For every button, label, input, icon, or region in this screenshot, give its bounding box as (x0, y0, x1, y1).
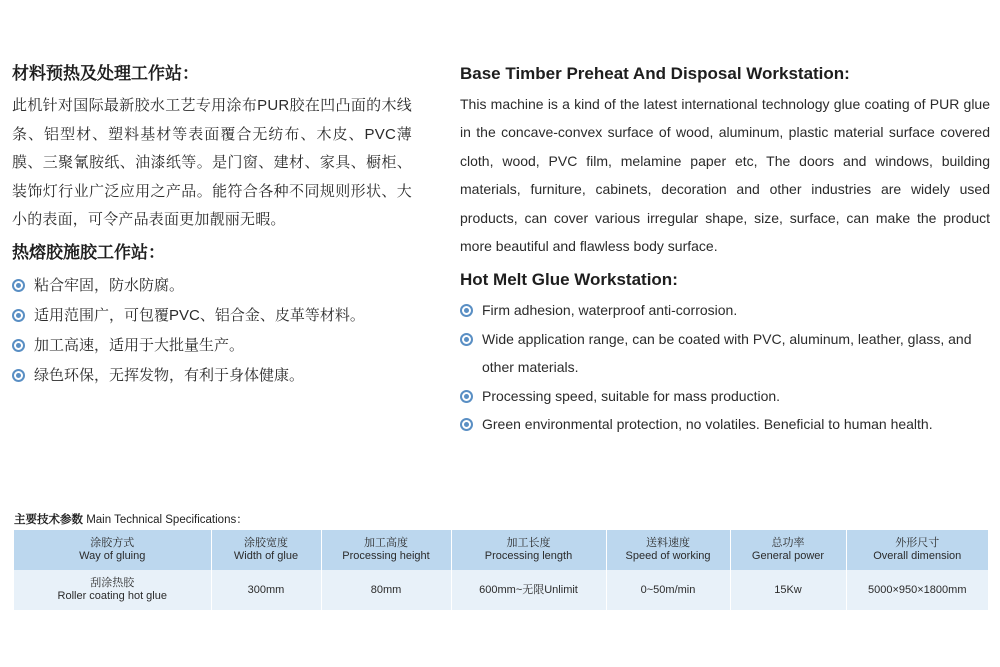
spec-header-cell: 送料速度 Speed of working (606, 530, 730, 570)
spec-cell-power: 15Kw (730, 570, 846, 610)
preheat-title-cn: 材料预热及处理工作站： (12, 64, 199, 83)
spec-header-cell: 涂胶方式 Way of gluing (14, 530, 211, 570)
feature-text: Processing speed, suitable for mass production. (482, 387, 781, 404)
spec-title (14, 511, 248, 527)
circle-bullet-icon (12, 309, 25, 322)
glue-features-cn (12, 271, 412, 391)
spec-cell-width: 300mm (211, 570, 321, 610)
spec-cell-way: 刮涂热胶 Roller coating hot glue (14, 570, 211, 610)
list-item (12, 301, 412, 331)
chinese-column (12, 62, 412, 391)
feature-text: 加工高速，适用于大批量生产。 (34, 336, 245, 354)
list-item (12, 331, 412, 361)
circle-bullet-icon (460, 304, 473, 317)
english-column (460, 62, 990, 438)
spec-cell-dimension: 5000×950×1800mm (846, 570, 988, 610)
spec-header-cell: 涂胶宽度 Width of glue (211, 530, 321, 570)
feature-text: Wide application range, can be coated with PVC, aluminum, leather, glass, and other materials. (482, 330, 972, 376)
preheat-title-en: Base Timber Preheat And Disposal Workstation: (460, 64, 850, 83)
circle-bullet-icon (12, 339, 25, 352)
list-item (460, 410, 990, 438)
circle-bullet-icon (460, 390, 473, 403)
glue-title-cn: 热熔胶施胶工作站： (12, 242, 165, 262)
list-item (12, 271, 412, 301)
preheat-body-en: This machine is a kind of the latest international technology glue coating of PUR glue in the concave-convex surface of wood, aluminum, plastic material surface covered cloth, wood, PVC film, melamine paper etc, The doors and windows, building materials, furniture, cabinets, decoration and other industries are widely used products, can cover various irregular shape, size, surface, can make the product more beautiful and flawless body surface. (460, 96, 990, 255)
circle-bullet-icon (460, 333, 473, 346)
spec-header-cell: 外形尺寸 Overall dimension (846, 530, 988, 570)
list-item (12, 361, 412, 391)
spec-title-en: Main Technical Specifications： (86, 514, 248, 526)
list-item (460, 325, 990, 382)
spec-header-cell: 加工高度 Processing height (321, 530, 451, 570)
feature-text: 绿色环保，无挥发物，有利于身体健康。 (34, 366, 305, 384)
glue-title-en: Hot Melt Glue Workstation: (460, 270, 678, 290)
glue-features-en (460, 296, 990, 438)
list-item (460, 382, 990, 410)
table-row (14, 570, 988, 610)
feature-text: 适用范围广，可包覆PVC、铝合金、皮革等材料。 (34, 306, 365, 324)
spec-cell-length: 600mm~无限Unlimit (451, 570, 606, 610)
spec-table (14, 530, 988, 610)
feature-text: Green environmental protection, no volatiles. Beneficial to human health. (482, 416, 933, 433)
spec-cell-speed: 0~50m/min (606, 570, 730, 610)
circle-bullet-icon (12, 369, 25, 382)
spec-title-cn: 主要技术参数 (14, 514, 83, 526)
spec-cell-height: 80mm (321, 570, 451, 610)
circle-bullet-icon (12, 279, 25, 292)
list-item (460, 296, 990, 324)
spec-header-row (14, 530, 988, 570)
preheat-body-cn: 此机针对国际最新胶水工艺专用涂布PUR胶在凹凸面的木线条、铝型材、塑料基材等表面覆合无纺布、木皮、PVC薄膜、三聚氰胺纸、油漆纸等。是门窗、建材、家具、橱柜、装饰灯行业广泛应用之产品。能符合各种不同规则形状、大小的表面，可令产品表面更加靓丽无暇。 (12, 97, 412, 228)
spec-header-cell: 总功率 General power (730, 530, 846, 570)
spec-header-cell: 加工长度 Processing length (451, 530, 606, 570)
circle-bullet-icon (460, 418, 473, 431)
feature-text: Firm adhesion, waterproof anti-corrosion. (482, 302, 738, 319)
feature-text: 粘合牢固，防水防腐。 (34, 276, 185, 294)
